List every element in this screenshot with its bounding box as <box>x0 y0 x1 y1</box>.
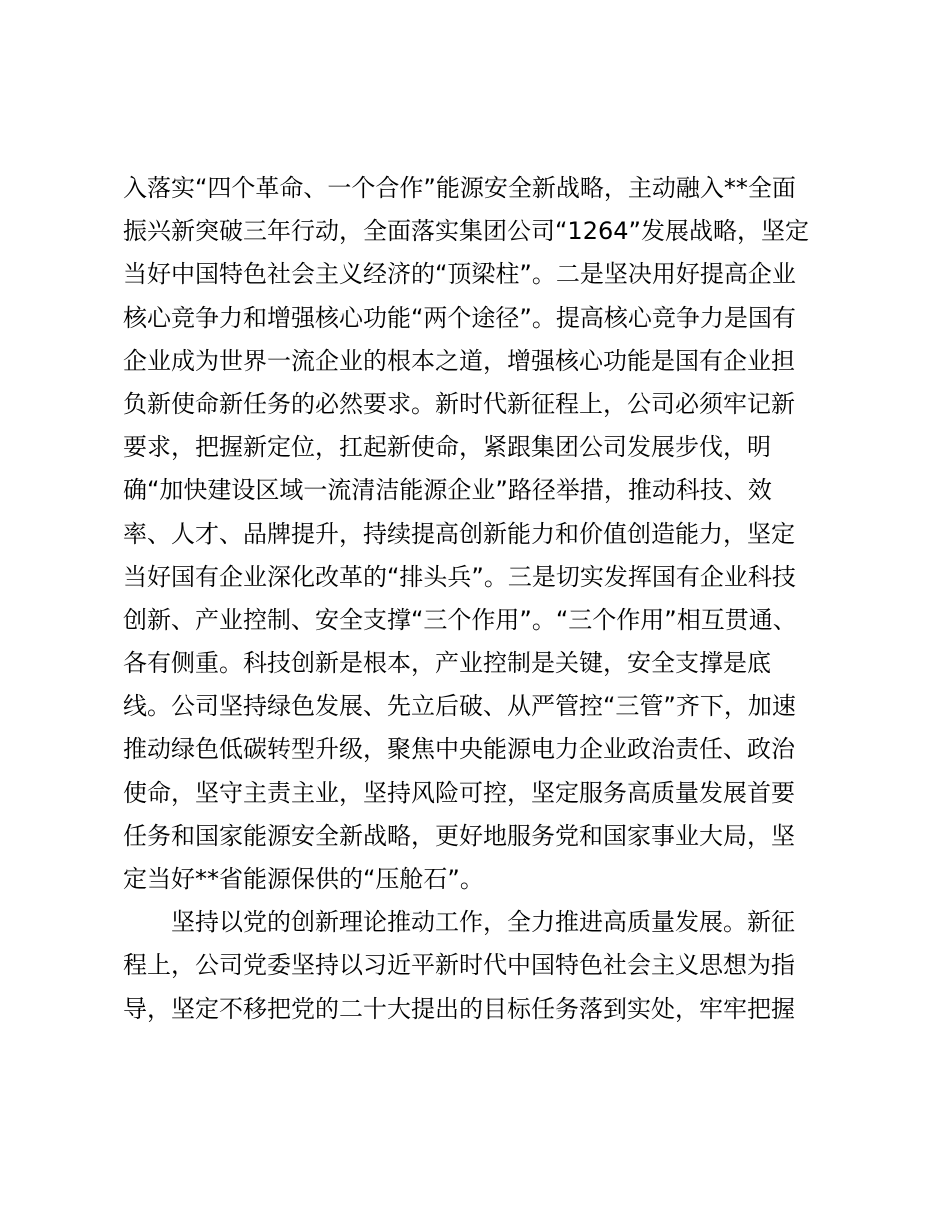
text-line: 入落实“四个革命、一个合作”能源安全新战略，主动融入**全面 <box>123 174 796 202</box>
text-line: 当好中国特色社会主义经济的“顶梁柱”。二是坚决用好提高企业 <box>123 260 796 289</box>
text-line: 核心竞争力和增强核心功能“两个途径”。提高核心竞争力是国有 <box>123 303 796 332</box>
text-line: 要求，把握新定位，扛起新使命，紧跟集团公司发展步伐，明 <box>123 433 771 462</box>
body-text <box>123 167 843 1031</box>
text-line: 负新使命新任务的必然要求。新时代新征程上，公司必须牢记新 <box>123 389 795 418</box>
text-line: 当好国有企业深化改革的“排头兵”。三是切实发挥国有企业科技 <box>123 562 796 591</box>
text-line: 确“加快建设区域一流清洁能源企业”路径举措，推动科技、效 <box>123 476 772 505</box>
text-line: 任务和国家能源安全新战略，更好地服务党和国家事业大局，坚 <box>123 821 795 850</box>
text-line: 导，坚定不移把党的二十大提出的目标任务落到实处，牢牢把握 <box>123 994 795 1023</box>
text-line: 坚持以党的创新理论推动工作，全力推进高质量发展。新征 <box>123 908 795 937</box>
text-line: 创新、产业控制、安全支撑“三个作用”。“三个作用”相互贯通、 <box>123 605 797 634</box>
text-line: 企业成为世界一流企业的根本之道，增强核心功能是国有企业担 <box>123 346 795 375</box>
text-line: 振兴新突破三年行动，全面落实集团公司“1264”发展战略，坚定 <box>123 217 809 246</box>
text-line: 各有侧重。科技创新是根本，产业控制是关键，安全支撑是底 <box>123 649 771 678</box>
text-line: 率、人才、品牌提升，持续提高创新能力和价值创造能力，坚定 <box>123 519 795 548</box>
text-line: 使命，坚守主责主业，坚持风险可控，坚定服务高质量发展首要 <box>123 778 795 807</box>
text-line: 程上，公司党委坚持以习近平新时代中国特色社会主义思想为指 <box>123 951 795 980</box>
text-line: 定当好**省能源保供的“压舱石”。 <box>123 865 484 893</box>
text-line: 线。公司坚持绿色发展、先立后破、从严管控“三管”齐下，加速 <box>123 692 796 721</box>
text-line: 推动绿色低碳转型升级，聚焦中央能源电力企业政治责任、政治 <box>123 735 795 764</box>
